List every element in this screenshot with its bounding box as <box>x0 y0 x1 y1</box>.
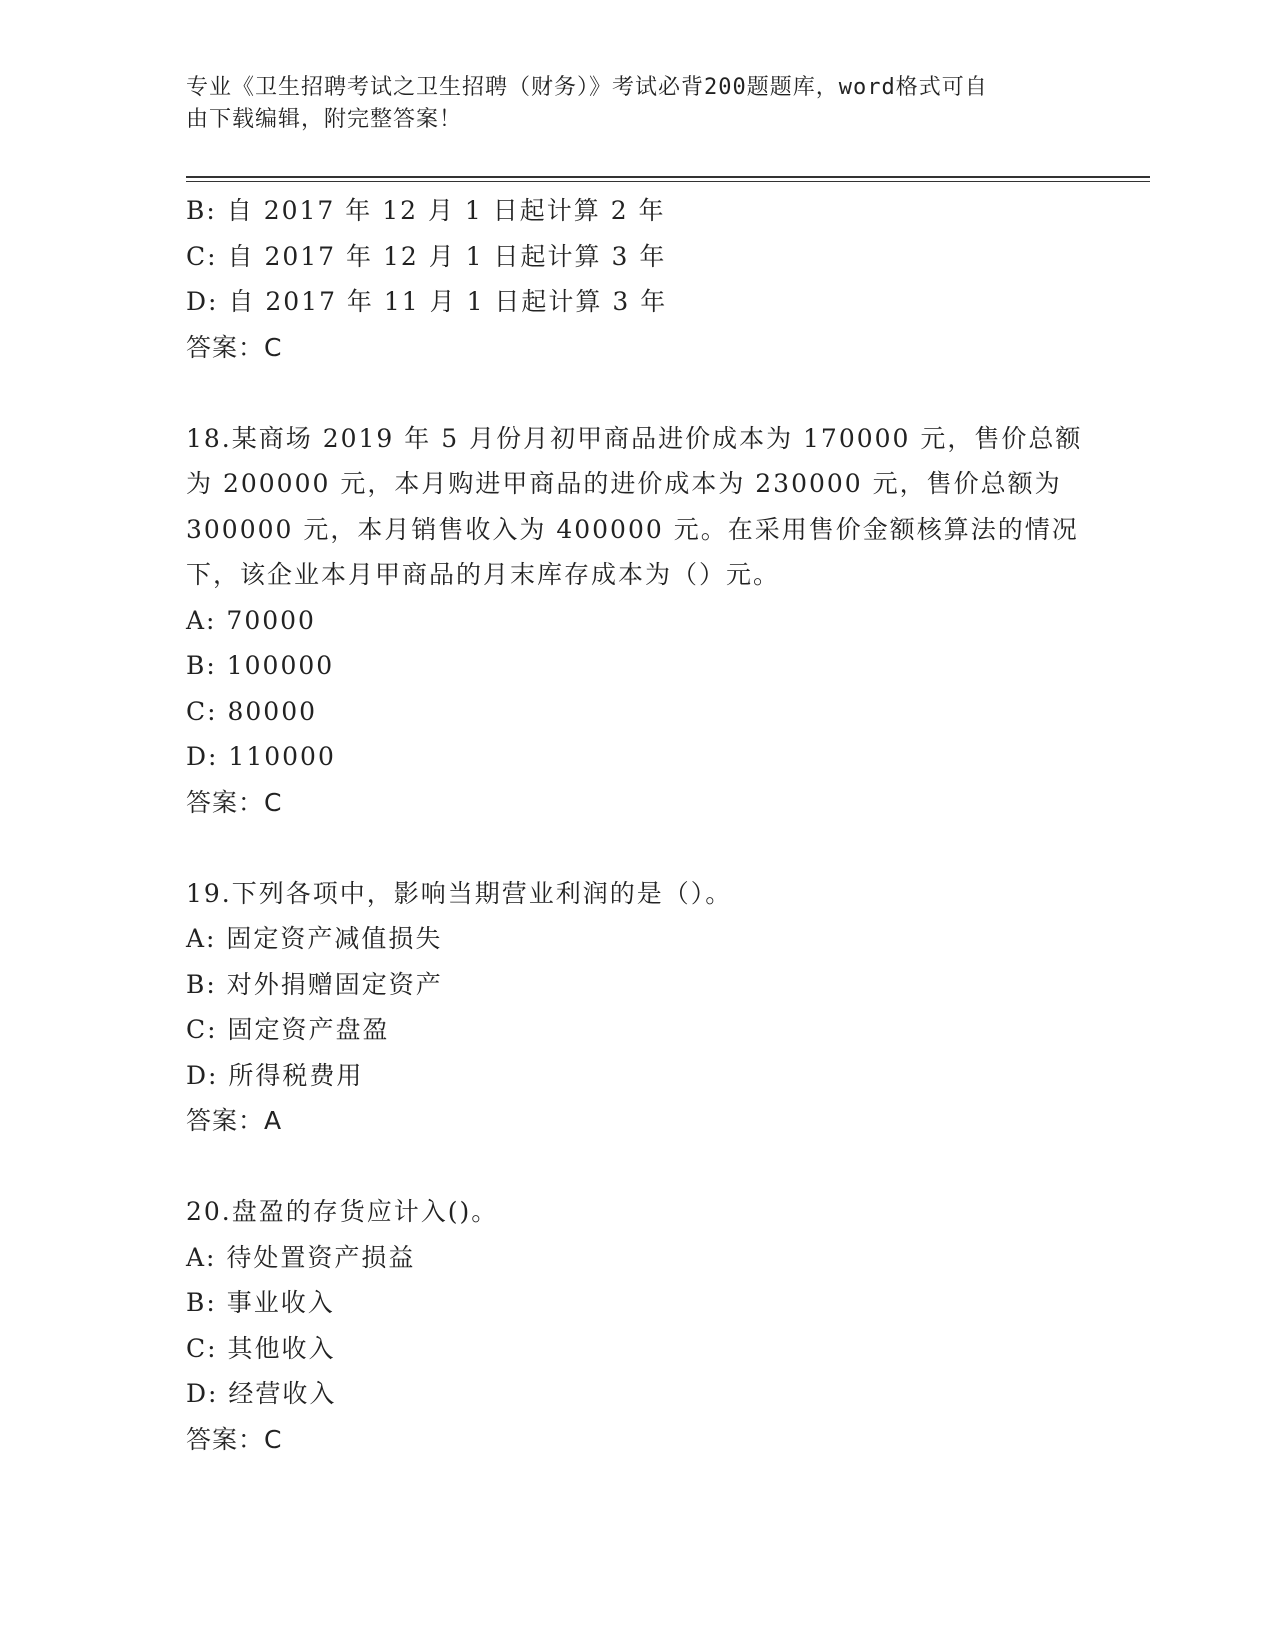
header-divider-thick <box>186 176 1150 178</box>
document-header <box>186 72 1086 136</box>
option-b: B: 事业收入 <box>186 1288 335 1317</box>
option-a: A: 70000 <box>186 605 316 635</box>
option-b: B: 100000 <box>186 651 335 680</box>
spacer <box>186 370 1086 416</box>
option-c: C: 固定资产盘盈 <box>186 1015 390 1044</box>
header-line-1: 专业《卫生招聘考试之卫生招聘（财务）》考试必背200题题库，word格式可自 <box>186 75 988 100</box>
document-body <box>186 188 1086 1462</box>
header-line-2: 由下载编辑，附完整答案！ <box>186 107 463 132</box>
option-d: D: 110000 <box>186 742 336 771</box>
question-stem-line: 下，该企业本月甲商品的月末库存成本为（）元。 <box>186 560 781 589</box>
option-b: B: 对外捐赠固定资产 <box>186 969 443 999</box>
option-a: A: 待处置资产损益 <box>186 1242 416 1272</box>
option-c: C: 其他收入 <box>186 1333 336 1363</box>
spacer <box>186 825 1086 871</box>
option-a: A: 固定资产减值损失 <box>186 924 443 953</box>
question-18 <box>186 416 1086 826</box>
answer-line: 答案：C <box>186 787 283 817</box>
option-d: D: 经营收入 <box>186 1379 337 1408</box>
question-stem-line: 20.盘盈的存货应计入()。 <box>186 1197 499 1226</box>
question-stem-line: 18.某商场 2019 年 5 月份月初甲商品进价成本为 170000 元，售价总额 <box>186 423 1083 453</box>
option-c: C: 自 2017 年 12 月 1 日起计算 3 年 <box>186 241 667 271</box>
question-19 <box>186 871 1086 1144</box>
question-17-continuation <box>186 188 1086 370</box>
option-b: B: 自 2017 年 12 月 1 日起计算 2 年 <box>186 196 666 225</box>
answer-line: 答案：C <box>186 332 283 362</box>
answer-line: 答案：C <box>186 1424 283 1454</box>
question-stem-line: 300000 元，本月销售收入为 400000 元。在采用售价金额核算法的情况 <box>186 514 1079 544</box>
option-d: D: 自 2017 年 11 月 1 日起计算 3 年 <box>186 287 668 316</box>
option-d: D: 所得税费用 <box>186 1060 364 1090</box>
question-20 <box>186 1189 1086 1462</box>
question-stem-line: 为 200000 元，本月购进甲商品的进价成本为 230000 元，售价总额为 <box>186 469 1062 498</box>
question-stem-line: 19.下列各项中，影响当期营业利润的是（）。 <box>186 878 733 908</box>
option-c: C: 80000 <box>186 696 318 726</box>
spacer <box>186 1144 1086 1190</box>
header-divider-thin <box>186 181 1150 182</box>
answer-line: 答案：A <box>186 1106 283 1135</box>
